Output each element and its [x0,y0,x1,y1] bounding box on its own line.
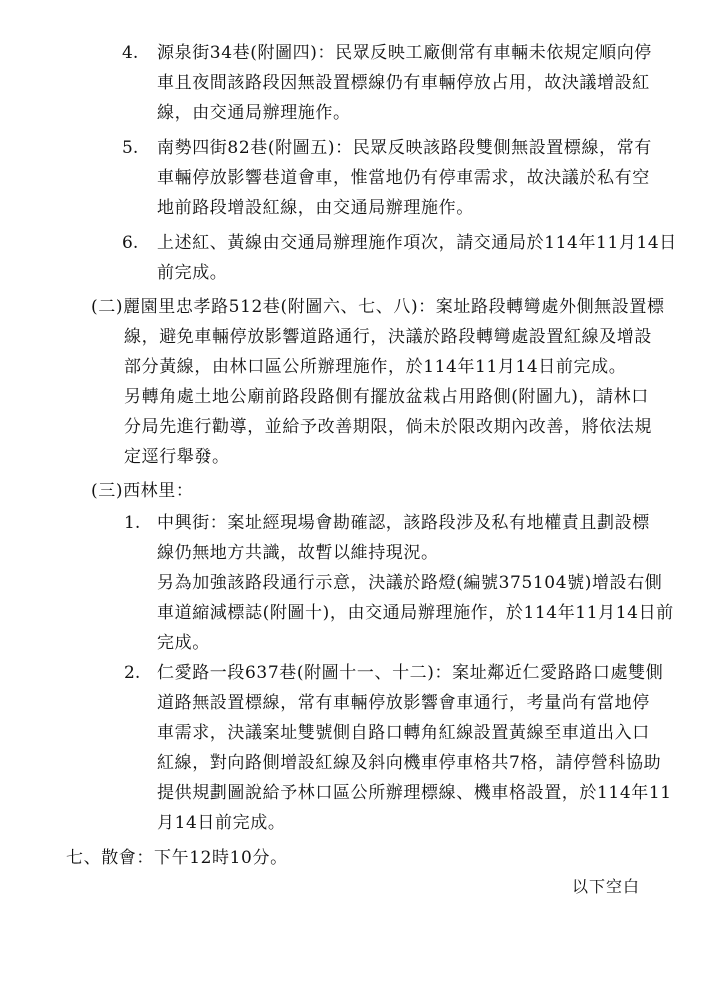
section-7-adjournment: 七、散會：下午12時10分。 [66,848,288,868]
section-2-line-6: 定逕行舉發。 [124,447,230,467]
section-3-item-2-line-3: 車需求，決議案址雙號側自路口轉角紅線設置黃線至車道出入口 [157,723,650,743]
section-2-line-3: 部分黃線，由林口區公所辦理施作，於114年11月14日前完成。 [124,357,627,377]
item-4-line-3: 線，由交通局辦理施作。 [157,103,351,123]
item-4-number: 4. [122,43,139,63]
item-5-line-2: 車輛停放影響巷道會車，惟當地仍有停車需求，故決議於私有空 [157,168,650,188]
item-4-line-1: 源泉街34巷(附圖四)：民眾反映工廠側常有車輛未依規定順向停 [157,43,652,63]
section-3-item-2-line-5: 提供規劃圖說給予林口區公所辦理標線、機車格設置，於114年11 [157,783,672,803]
item-5-line-1: 南勢四街82巷(附圖五)：民眾反映該路段雙側無設置標線，常有 [157,138,652,158]
item-6-line-2: 前完成。 [157,263,228,283]
section-3-heading: (三)西林里： [91,481,194,501]
item-5-number: 5. [122,138,139,158]
section-3-item-2-line-4: 紅線，對向路側增設紅線及斜向機車停車格共7格，請停營科協助 [157,753,662,773]
section-2-line-5: 分局先進行勸導，並給予改善期限，倘未於限改期內改善，將依法規 [124,417,652,437]
section-3-item-2-line-6: 月14日前完成。 [157,813,286,833]
section-2-line-4: 另轉角處土地公廟前路段路側有擺放盆栽占用路側(附圖九)，請林口 [124,387,649,407]
item-6-number: 6. [122,233,139,253]
section-2-line-1: (二)麗園里忠孝路512巷(附圖六、七、八)：案址路段轉彎處外側無設置標 [91,297,665,317]
section-3-item-2-line-2: 道路無設置標線，常有車輛停放影響會車通行，考量尚有當地停 [157,693,650,713]
section-3-item-1-line-3: 另為加強該路段通行示意，決議於路燈(編號375104號)增設右側 [157,573,663,593]
section-3-item-1-line-1: 中興街：案址經現場會勘確認，該路段涉及私有地權責且劃設標 [157,513,650,533]
section-2-line-2: 線，避免車輛停放影響道路通行，決議於路段轉彎處設置紅線及增設 [124,327,652,347]
closing-blank-note: 以下空白 [572,877,641,896]
item-4-line-2: 車且夜間該路段因無設置標線仍有車輛停放占用，故決議增設紅 [157,73,650,93]
section-3-item-1-number: 1. [124,513,141,533]
item-5-line-3: 地前路段增設紅線，由交通局辦理施作。 [157,198,474,218]
section-3-item-1-line-4: 車道縮減標誌(附圖十)，由交通局辦理施作，於114年11月14日前 [157,603,674,623]
section-3-item-1-line-5: 完成。 [157,633,210,653]
item-6-line-1: 上述紅、黃線由交通局辦理施作項次，請交通局於114年11月14日 [157,233,677,253]
section-3-item-2-number: 2. [124,663,141,683]
section-3-item-2-line-1: 仁愛路一段637巷(附圖十一、十二)：案址鄰近仁愛路路口處雙側 [157,663,664,683]
section-3-item-1-line-2: 線仍無地方共識，故暫以維持現況。 [157,543,439,563]
